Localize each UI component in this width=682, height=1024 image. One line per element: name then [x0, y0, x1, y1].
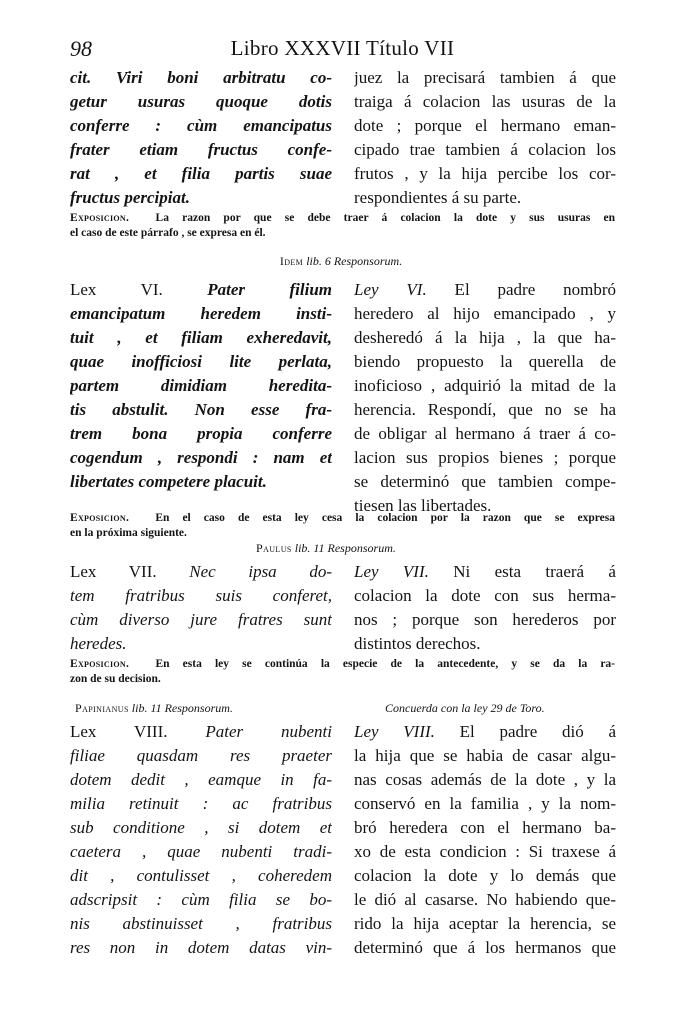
spanish-line: dote ; porque el hermano eman-	[354, 116, 616, 135]
ley-heading: Ley VII.	[354, 562, 429, 581]
spanish-line: cipado trae tambien á colacion los	[354, 140, 616, 159]
spanish-line: Ley VI. El padre nombró	[354, 280, 616, 299]
latin-line: tem fratribus suis conferet,	[70, 586, 332, 605]
spanish-line: rido la hija aceptar la herencia, se	[354, 914, 616, 933]
latin-line: Lex VI. Pater filium	[70, 280, 332, 299]
spanish-line: bró heredera con el hermano ba-	[354, 818, 616, 837]
spanish-line: biendo propuesto la querella de	[354, 352, 616, 371]
latin-line: milia retinuit : ac fratribus	[70, 794, 332, 813]
spanish-line: lacion sus propios bienes ; porque	[354, 448, 616, 467]
spanish-line: determinó que á los hermanos que	[354, 938, 616, 957]
latin-column	[70, 278, 332, 494]
spanish-line: colacion la dote y lo demás que	[354, 866, 616, 885]
exposicion-text: en la próxima siguiente.	[70, 527, 187, 539]
latin-column	[70, 560, 332, 656]
spanish-line: traiga á colacion las usuras de la	[354, 92, 616, 111]
spanish-line: heredero al hijo emancipado , y	[354, 304, 616, 323]
exposicion-text: el caso de este párrafo , se expresa en él.	[70, 227, 266, 239]
latin-line: Lex VIII. Pater nubenti	[70, 722, 332, 741]
latin-line: Lex VII. Nec ipsa do-	[70, 562, 332, 581]
latin-column	[70, 720, 332, 960]
latin-line: rat , et filia partis suae	[70, 164, 332, 183]
spanish-line: tiesen las libertades.	[354, 496, 492, 515]
spanish-line: Ley VII. Ni esta traerá á	[354, 562, 616, 581]
exposicion-text: En el caso de esta ley cesa la colacion por la razon que se expresa	[155, 512, 615, 524]
source-author: Idem	[279, 254, 304, 268]
exposicion-text: En esta ley se continúa la especie de la antecedente, y se da la ra-	[155, 658, 615, 670]
spanish-line: herencia. Respondí, que no se ha	[354, 400, 616, 419]
latin-line: conferre : cùm emancipatus	[70, 116, 332, 135]
source-citation	[0, 253, 682, 269]
latin-line: fructus percipiat.	[70, 188, 190, 207]
latin-line: tuit , et filiam exheredavit,	[70, 328, 332, 347]
section-lex-8	[70, 720, 615, 965]
exposicion-text: zon de su decision.	[70, 673, 161, 685]
spanish-line: respondientes á su parte.	[354, 188, 522, 207]
lex-heading: Lex VII.	[70, 562, 157, 581]
source-reference: lib. 11 Responsorum.	[294, 541, 396, 555]
latin-line: libertates competere placuit.	[70, 472, 267, 491]
spanish-line: juez la precisará tambien á que	[354, 68, 616, 87]
ley-heading: Ley VIII.	[354, 722, 435, 741]
latin-line: emancipatum heredem insti-	[70, 304, 332, 323]
source-citation	[75, 700, 233, 716]
latin-line: frater etiam fructus confe-	[70, 140, 332, 159]
concordance-note: Concuerda con la ley 29 de Toro.	[385, 701, 545, 715]
spanish-line: la hija que se habia de casar algu-	[354, 746, 616, 765]
spanish-line: de obligar al hermano á traer á co-	[354, 424, 616, 443]
section-continuation	[70, 66, 615, 212]
spanish-line: nas cosas además de la dote , y la	[354, 770, 616, 789]
latin-line: trem bona propia conferre	[70, 424, 332, 443]
latin-line: cit. Viri boni arbitratu co-	[70, 68, 332, 87]
latin-line: heredes.	[70, 634, 127, 653]
running-head: Libro XXXVII Título VII	[230, 36, 455, 60]
latin-line: cùm diverso jure fratres sunt	[70, 610, 332, 629]
section-lex-6	[70, 278, 615, 518]
spanish-line: nos ; porque son herederos por	[354, 610, 616, 629]
exposicion-note	[70, 511, 615, 541]
exposicion-note	[70, 211, 615, 241]
spanish-column	[354, 560, 616, 656]
latin-line: quae inofficiosi lite perlata,	[70, 352, 332, 371]
lex-heading: Lex VIII.	[70, 722, 168, 741]
latin-line: res non in dotem datas vin-	[70, 938, 332, 957]
latin-line: caetera , quae nubenti tradi-	[70, 842, 332, 861]
exposicion-text: La razon por que se debe traer á colacion la dote y sus usuras en	[155, 212, 615, 224]
latin-line: filiae quasdam res praeter	[70, 746, 332, 765]
source-reference: lib. 11 Responsorum.	[131, 701, 233, 715]
latin-line: partem dimidiam heredita-	[70, 376, 332, 395]
latin-line: dit , contulisset , coheredem	[70, 866, 332, 885]
latin-line: sub conditione , si dotem et	[70, 818, 332, 837]
lex-heading: Lex VI.	[70, 280, 163, 299]
page-header	[70, 36, 615, 66]
source-reference: lib. 6 Responsorum.	[306, 254, 403, 268]
latin-line: nis abstinuisset , fratribus	[70, 914, 332, 933]
exposicion-label: Exposicion.	[70, 658, 130, 670]
spanish-line: colacion la dote con sus herma-	[354, 586, 616, 605]
latin-line: tis abstulit. Non esse fra-	[70, 400, 332, 419]
latin-line: adscripsit : cùm filia se bo-	[70, 890, 332, 909]
source-author: Paulus	[256, 541, 292, 555]
spanish-line: conservó en la familia , y la nom-	[354, 794, 616, 813]
spanish-column	[354, 66, 616, 210]
spanish-line: inoficioso , adquirió la mitad de la	[354, 376, 616, 395]
page-number: 98	[70, 36, 92, 61]
latin-line: getur usuras quoque dotis	[70, 92, 332, 111]
latin-line: cogendum , respondi : nam et	[70, 448, 332, 467]
spanish-line: frutos , y la hija percibe los cor-	[354, 164, 616, 183]
section-lex-7	[70, 560, 615, 660]
spanish-line: xo de esta condicion : Si traxese á	[354, 842, 616, 861]
spanish-line: le dió al casarse. No habiendo que-	[354, 890, 616, 909]
exposicion-label: Exposicion.	[70, 212, 130, 224]
spanish-line: distintos derechos.	[354, 634, 481, 653]
exposicion-label: Exposicion.	[70, 512, 130, 524]
spanish-line: desheredó á la hija , la que ha-	[354, 328, 616, 347]
exposicion-note	[70, 657, 615, 687]
spanish-line: se determinó que tambien compe-	[354, 472, 616, 491]
latin-line: dotem dedit , eamque in fa-	[70, 770, 332, 789]
spanish-column	[354, 720, 616, 960]
spanish-line: Ley VIII. El padre dió á	[354, 722, 616, 741]
spanish-column	[354, 278, 616, 518]
source-author: Papinianus	[75, 701, 129, 715]
source-citation	[256, 540, 396, 556]
ley-heading: Ley VI.	[354, 280, 427, 299]
latin-column	[70, 66, 332, 210]
